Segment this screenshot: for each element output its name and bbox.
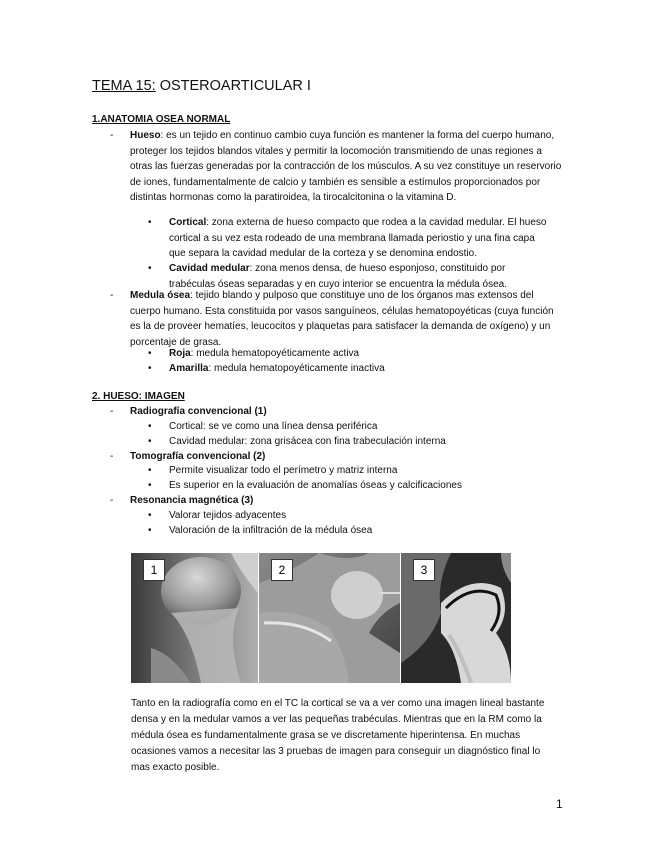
title-number: TEMA 15: xyxy=(92,78,156,94)
page-title xyxy=(92,78,311,94)
text-rm-tejidos: Valorar tejidos adyacentes xyxy=(169,510,287,521)
text-cavidad-medular: : zona menos densa, de hueso esponjoso, constituido por trabéculas óseas separadas y en cuyo interior se encuentra la médula ósea. xyxy=(169,263,507,290)
xray-image xyxy=(131,553,258,683)
imaging-figure-strip xyxy=(131,553,511,683)
text-rm-infiltracion: Valoración de la infiltración de la médula ósea xyxy=(169,525,373,536)
image-label-3: 3 xyxy=(413,559,435,581)
text-cortical: : zona externa de hueso compacto que rodea a la cavidad medular. El hueso cortical a su vez esta rodeado de una membrana llamada periostio y una fina capa que separa la cavidad medular de la corteza y se denomina endostio. xyxy=(169,217,547,259)
dash-marker: - xyxy=(110,130,114,141)
bullet-marker: • xyxy=(148,480,152,491)
text-hueso: : es un tejido en continuo cambio cuya función es mantener la forma del cuerpo humano, proteger los tejidos blandos vitales y permitir la locomoción transmitiendo de unas regiones a otras las fuerzas generadas por la contracción de los músculos. A su vez constituye un reservorio de iones, fundamentalmente de calcio y también es sensible a estímulos proporcionados por distintas hormonas como la paratiroidea, la tirocalcitonina o la vitamina D. xyxy=(130,130,562,203)
text-amarilla: : medula hematopoyéticamente inactiva xyxy=(208,363,385,374)
dash-marker: - xyxy=(110,451,114,462)
bullet-marker: • xyxy=(148,436,152,447)
bullet-marker: • xyxy=(148,465,152,476)
text-rx-cavidad: Cavidad medular: zona grisácea con fina trabeculación interna xyxy=(169,436,446,447)
term-cortical: Cortical xyxy=(169,217,207,228)
bullet-marker: • xyxy=(148,421,152,432)
title-text: OSTEROARTICULAR I xyxy=(155,78,311,94)
text-tc-anomalias: Es superior en la evaluación de anomalías óseas y calcificaciones xyxy=(169,480,462,491)
ref-resonancia: (3) xyxy=(238,495,254,506)
image-label-1: 1 xyxy=(143,559,165,581)
section-heading-imagen: 2. HUESO: IMAGEN xyxy=(92,391,185,402)
term-cavidad-medular: Cavidad medular xyxy=(169,263,250,274)
bullet-marker: • xyxy=(148,348,152,359)
term-radiografia: Radiografía convencional xyxy=(130,406,252,417)
term-resonancia: Resonancia magnética xyxy=(130,495,239,506)
image-label-2: 2 xyxy=(271,559,293,581)
bullet-marker: • xyxy=(148,217,152,228)
bullet-marker: • xyxy=(148,263,152,274)
dash-marker: - xyxy=(110,495,114,506)
page-number: 1 xyxy=(556,797,563,811)
figure-caption: Tanto en la radiografía como en el TC la cortical se va a ver como una imagen lineal bastante densa y en la medular vamos a ver las pequeñas trabéculas. Mientras que en la RM como la médula ósea es fundamentalmente grasa se ve discretamente hiperintensa. En muchas ocasiones vamos a necesitar las 3 pruebas de imagen para conseguir un diagnóstico final lo mas exacto posible. xyxy=(131,698,545,773)
ct-image xyxy=(259,553,400,683)
term-hueso: Hueso xyxy=(130,130,161,141)
mri-image xyxy=(401,553,511,683)
section-heading-anatomia: 1.ANATOMIA OSEA NORMAL xyxy=(92,114,231,125)
text-tc-perimetro: Permite visualizar todo el perímetro y matriz interna xyxy=(169,465,398,476)
text-roja: : medula hematopoyéticamente activa xyxy=(190,348,360,359)
ref-radiografia: (1) xyxy=(251,406,267,417)
term-tomografia: Tomografía convencional xyxy=(130,451,251,462)
bullet-marker: • xyxy=(148,363,152,374)
text-medula-osea: : tejido blando y pulposo que constituye uno de los órganos mas extensos del cuerpo humano. Esta constituida por vasos sanguíneos, células hematopoyéticas (cuya función es la de proveer hematíes, leucocitos y plaquetas para satisfacer la demanda de oxígeno) y un porcentaje de grasa. xyxy=(130,290,554,348)
term-roja: Roja xyxy=(169,348,191,359)
dash-marker: - xyxy=(110,406,114,417)
term-medula-osea: Medula ósea xyxy=(130,290,191,301)
ref-tomografia: (2) xyxy=(250,451,266,462)
dash-marker: - xyxy=(110,290,114,301)
bullet-marker: • xyxy=(148,525,152,536)
bullet-marker: • xyxy=(148,510,152,521)
term-amarilla: Amarilla xyxy=(169,363,209,374)
text-rx-cortical: Cortical: se ve como una línea densa periférica xyxy=(169,421,378,432)
